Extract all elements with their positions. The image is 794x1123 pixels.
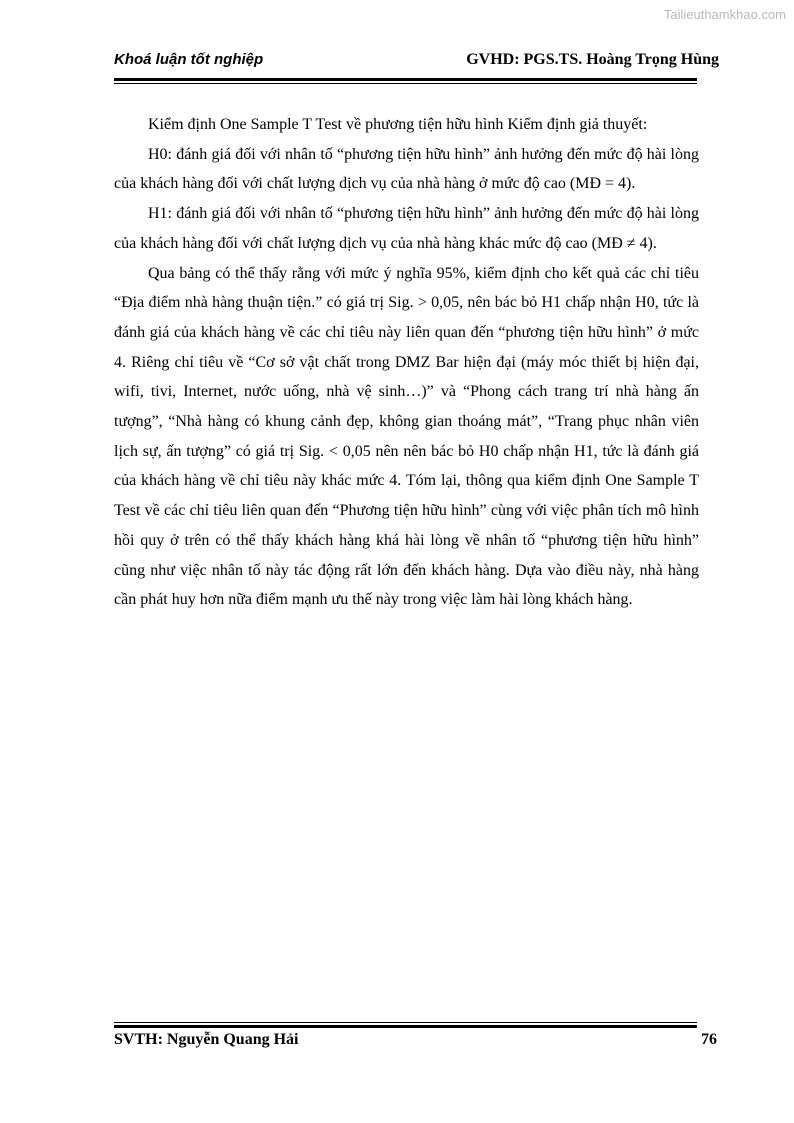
footer-rule-thick [114,1025,697,1028]
paragraph-h1: H1: đánh giá đối với nhân tố “phương tiện hữu hình” ảnh hưởng đến mức độ hài lòng của khách hàng đối với chất lượng dịch vụ của nhà hàng khác mức độ cao (MĐ ≠ 4). [114,205,699,252]
footer-rule-thin [114,1022,697,1023]
paragraph-conclusion: Qua bảng có thể thấy rằng với mức ý nghĩa 95%, kiểm định cho kết quả các chỉ tiêu “Địa điểm nhà hàng thuận tiện.” có giá trị Sig. > 0,05, nên bác bỏ H1 chấp nhận H0, tức là đánh giá của khách hàng về các chỉ tiêu này liên quan đến “phương tiện hữu hình” ở mức 4. Riêng chỉ tiêu về “Cơ sở vật chất trong DMZ Bar hiện đại (máy móc thiết bị hiện đại, wifi, tivi, Internet, nước uống, nhà vệ sinh…)” và “Phong cách trang trí nhà hàng ấn tượng”, “Nhà hàng có khung cảnh đẹp, không gian thoáng mát”, “Trang phục nhân viên lịch sự, ấn tượng” có giá trị Sig. < 0,05 nên nên bác bỏ H0 chấp nhận H1, tức là đánh giá của khách hàng về chỉ tiêu này khác mức 4. Tóm lại, thông qua kiểm định One Sample T Test về các chỉ tiêu liên quan đến “Phương tiện hữu hình” cùng với việc phân tích mô hình hồi quy ở trên có thể thấy khách hàng khá hài lòng về nhân tố “phương tiện hữu hình” cũng như việc nhân tố này tác động rất lớn đến khách hàng. Dựa vào điều này, nhà hàng cần phát huy hơn nữa điểm mạnh ưu thế này trong việc làm hài lòng khách hàng. [114,264,699,609]
watermark: Tailieuthamkhao.com [663,7,786,22]
header-rule-thin [114,83,697,84]
footer-student: SVTH: Nguyễn Quang Hải [114,1031,299,1048]
header-rule-thick [114,78,697,81]
page-number: 76 [701,1031,717,1048]
paragraph-h0: H0: đánh giá đối với nhân tố “phương tiện hữu hình” ảnh hưởng đến mức độ hài lòng của khách hàng đối với chất lượng dịch vụ của nhà hàng ở mức độ cao (MĐ = 4). [114,145,699,193]
body-text [114,110,699,615]
header-thesis-label: Khoá luận tốt nghiệp [114,51,264,68]
header-advisor: GVHD: PGS.TS. Hoàng Trọng Hùng [466,51,719,68]
paragraph-test-title: Kiểm định One Sample T Test về phương tiện hữu hình Kiểm định giả thuyết: [148,116,648,133]
